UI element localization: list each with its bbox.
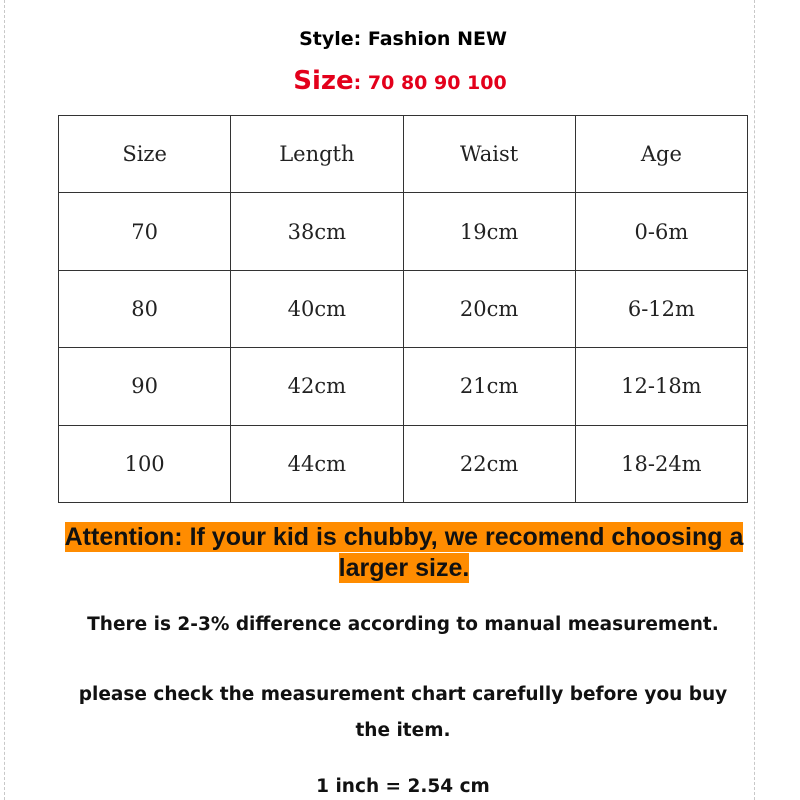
table-row — [59, 270, 748, 347]
size-chart-table — [58, 115, 748, 503]
cell-length: 44cm — [231, 425, 403, 502]
attention-text: Attention: If your kid is chubby, we recomend choosing a larger size. — [64, 523, 744, 582]
attention-notice — [56, 522, 752, 584]
table-header-row — [59, 116, 748, 193]
right-dashed-border — [754, 0, 755, 800]
header-size: Size — [59, 116, 231, 193]
cell-length: 42cm — [231, 348, 403, 425]
style-heading: Style: Fashion NEW — [299, 28, 507, 50]
cell-size: 70 — [59, 193, 231, 270]
difference-note: There is 2-3% difference according to manual measurement. — [87, 614, 719, 635]
cell-waist: 20cm — [403, 270, 575, 347]
cell-length: 40cm — [231, 270, 403, 347]
cell-age: 18-24m — [575, 425, 747, 502]
size-values: : 70 80 90 100 — [353, 72, 507, 94]
header-length: Length — [231, 116, 403, 193]
cell-waist: 19cm — [403, 193, 575, 270]
table-row — [59, 193, 748, 270]
cell-waist: 21cm — [403, 348, 575, 425]
cell-size: 100 — [59, 425, 231, 502]
header-waist: Waist — [403, 116, 575, 193]
header-age: Age — [575, 116, 747, 193]
cell-length: 38cm — [231, 193, 403, 270]
cell-waist: 22cm — [403, 425, 575, 502]
check-chart-note: please check the measurement chart carefully before you buy the item. — [78, 684, 728, 741]
cell-age: 12-18m — [575, 348, 747, 425]
table-row — [59, 425, 748, 502]
cell-age: 0-6m — [575, 193, 747, 270]
size-label: Size — [293, 66, 354, 96]
size-heading — [0, 66, 800, 96]
inch-conversion-note: 1 inch = 2.54 cm — [316, 776, 490, 797]
cell-size: 90 — [59, 348, 231, 425]
cell-age: 6-12m — [575, 270, 747, 347]
cell-size: 80 — [59, 270, 231, 347]
left-dashed-border — [4, 0, 5, 800]
table-row — [59, 348, 748, 425]
